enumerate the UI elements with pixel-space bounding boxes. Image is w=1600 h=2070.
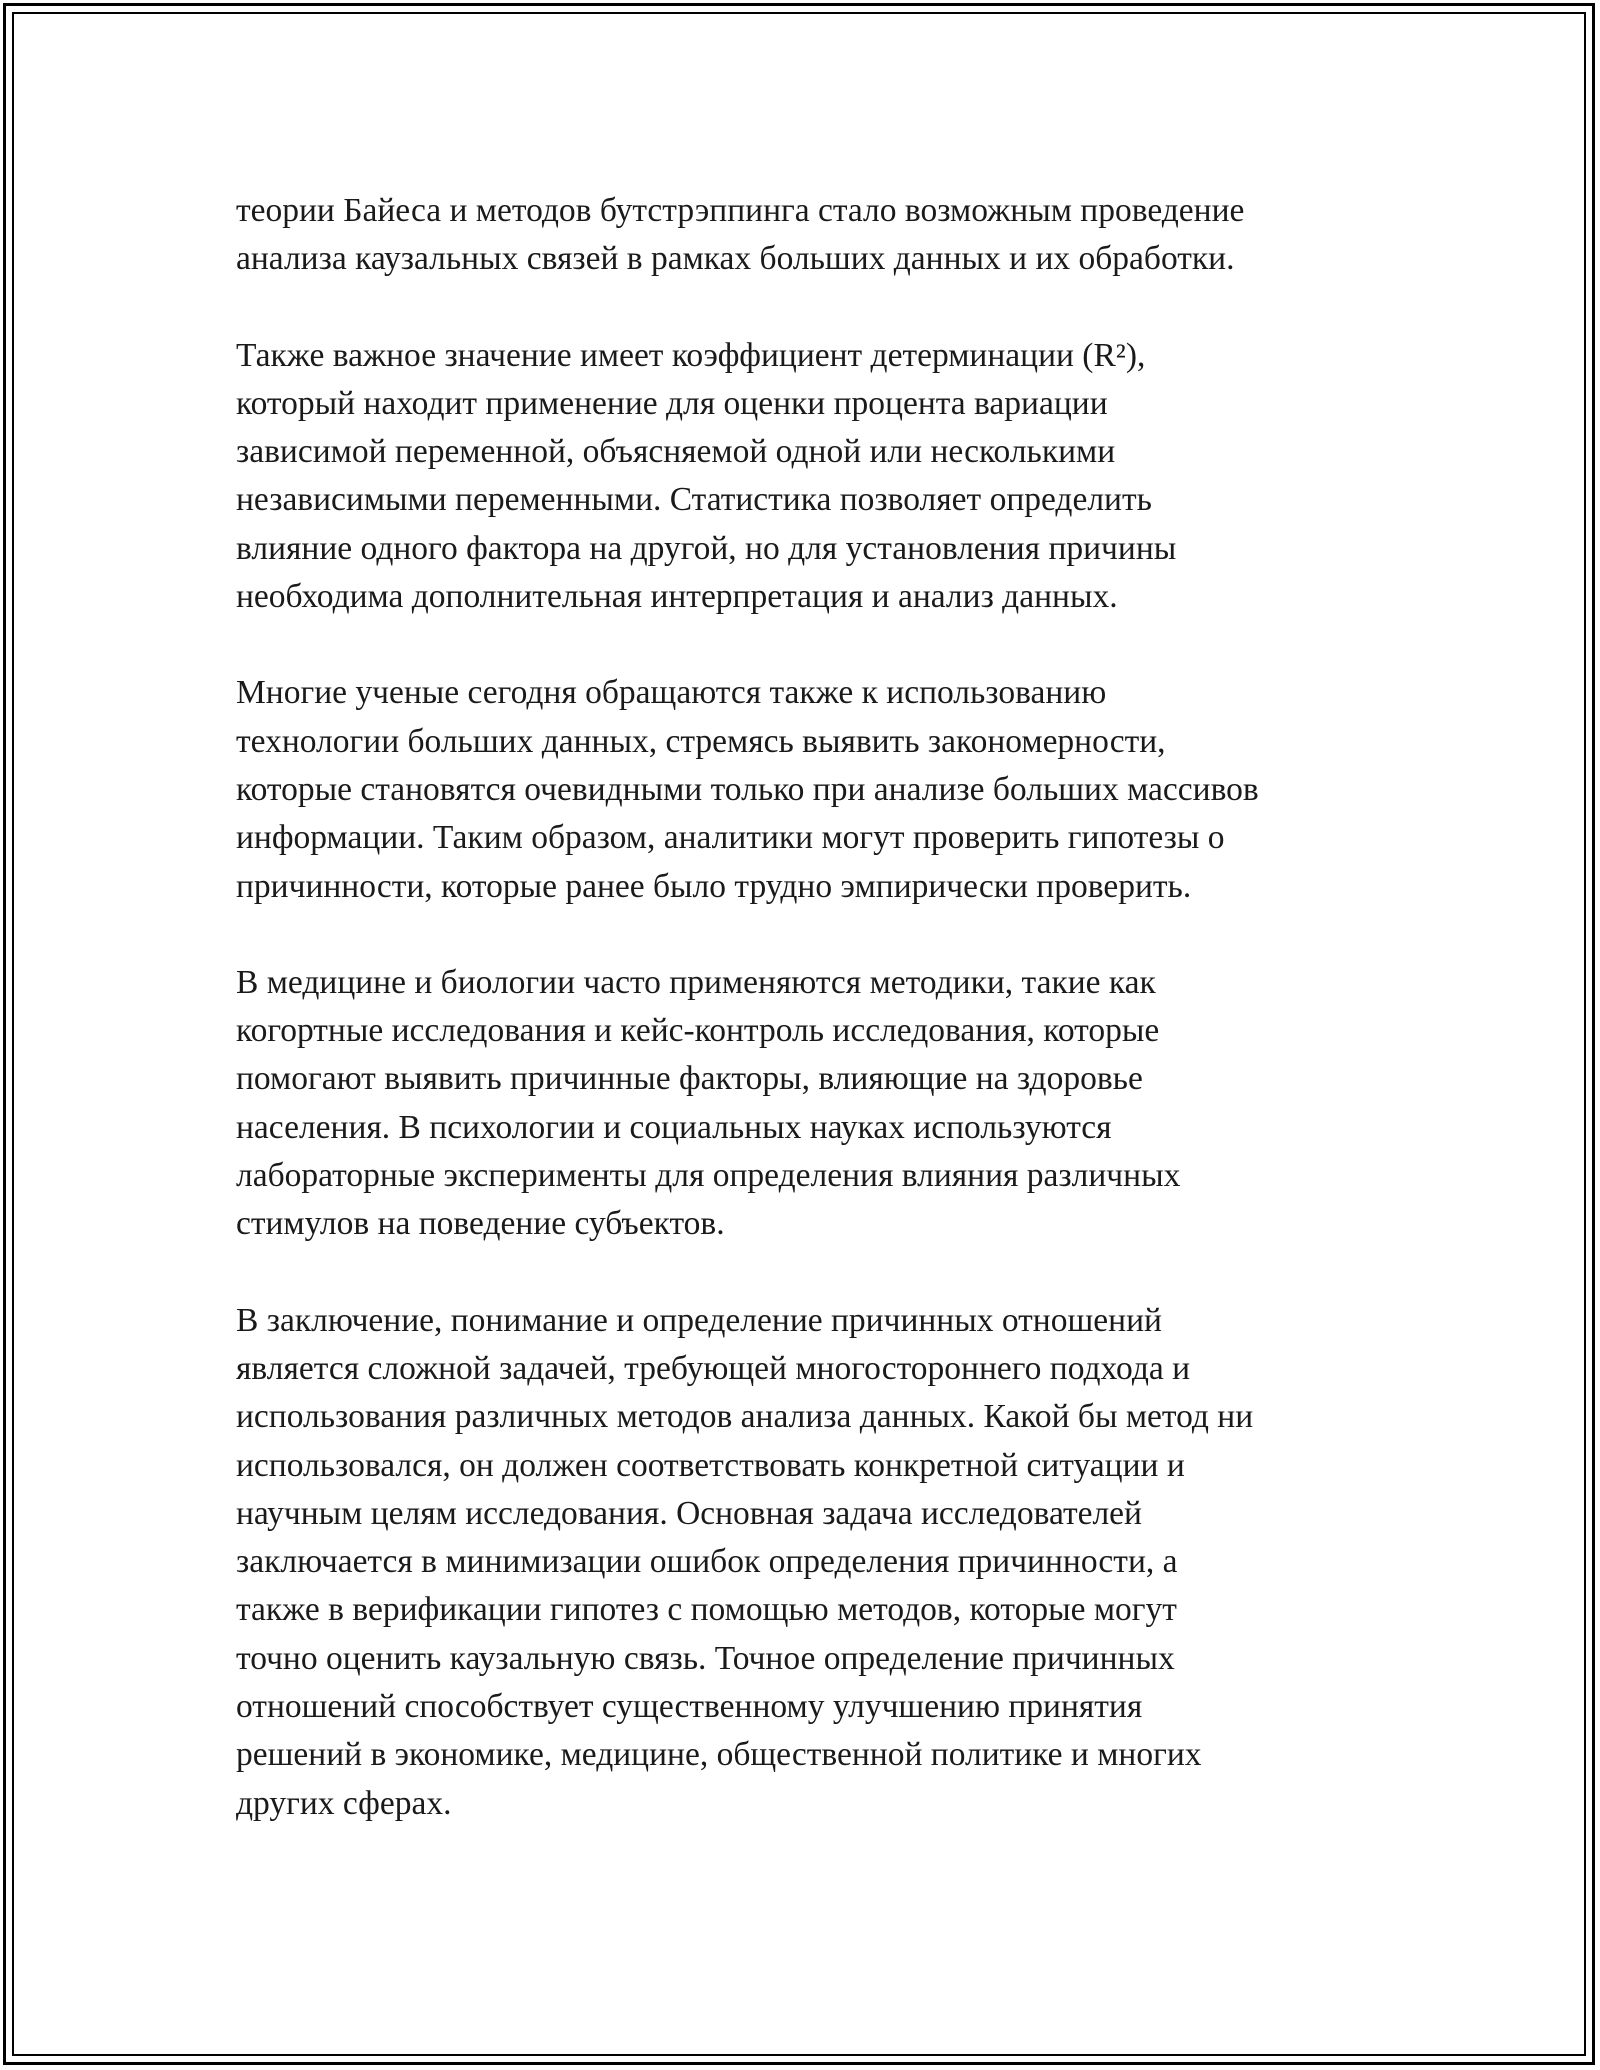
text-line: стимулов на поведение субъектов.: [236, 1205, 725, 1243]
paragraph-bayes-bootstrap: [236, 187, 1376, 284]
text-line: точно оценить каузальную связь. Точное определение причинных: [236, 1639, 1175, 1677]
text-line: отношений способствует существенному улучшению принятия: [236, 1688, 1143, 1726]
text-line: Также важное значение имеет коэффициент детерминации (R²),: [236, 336, 1146, 374]
text-line: также в верификации гипотез с помощью методов, которые могут: [236, 1591, 1177, 1629]
paragraph-medicine-psychology: [236, 959, 1376, 1249]
paragraph-determination-coefficient: [236, 332, 1376, 622]
text-line: причинности, которые ранее было трудно эмпирически проверить.: [236, 867, 1192, 905]
text-line: когортные исследования и кейс-контроль исследования, которые: [236, 1012, 1160, 1050]
text-line: использовался, он должен соответствовать конкретной ситуации и: [236, 1446, 1185, 1484]
text-line: других сферах.: [236, 1784, 452, 1822]
text-line: теории Байеса и методов бутстрэппинга стало возможным проведение: [236, 192, 1245, 229]
text-line: Многие ученые сегодня обращаются также к использованию: [236, 674, 1107, 712]
text-line: необходима дополнительная интерпретация и анализ данных.: [236, 578, 1118, 616]
text-line: технологии больших данных, стремясь выявить закономерности,: [236, 722, 1166, 760]
text-line: заключается в минимизации ошибок определения причинности, а: [236, 1543, 1178, 1581]
text-line: научным целям исследования. Основная задача исследователей: [236, 1494, 1142, 1532]
text-line: решений в экономике, медицине, общественной политике и многих: [236, 1736, 1202, 1774]
text-line: информации. Таким образом, аналитики могут проверить гипотезы о: [236, 819, 1225, 857]
text-line: которые становятся очевидными только при анализе больших массивов: [236, 770, 1259, 808]
text-line: помогают выявить причинные факторы, влияющие на здоровье: [236, 1060, 1143, 1098]
text-line: лабораторные эксперименты для определения влияния различных: [236, 1157, 1181, 1195]
text-line: В медицине и биологии часто применяются методики, такие как: [236, 963, 1156, 1001]
paragraph-conclusion: [236, 1297, 1376, 1828]
paragraph-big-data: [236, 669, 1376, 910]
text-line: В заключение, понимание и определение причинных отношений: [236, 1301, 1162, 1339]
text-line: независимыми переменными. Статистика позволяет определить: [236, 481, 1152, 519]
text-line: зависимой переменной, объясняемой одной или несколькими: [236, 433, 1116, 471]
document-body: [236, 187, 1376, 1876]
text-line: является сложной задачей, требующей многостороннего подхода и: [236, 1349, 1191, 1387]
text-line: использования различных методов анализа данных. Какой бы метод ни: [236, 1398, 1254, 1436]
text-line: анализа каузальных связей в рамках больших данных и их обработки.: [236, 240, 1235, 278]
text-line: населения. В психологии и социальных науках используются: [236, 1108, 1112, 1146]
text-line: влияние одного фактора на другой, но для установления причины: [236, 529, 1177, 567]
text-line: который находит применение для оценки процента вариации: [236, 384, 1108, 422]
